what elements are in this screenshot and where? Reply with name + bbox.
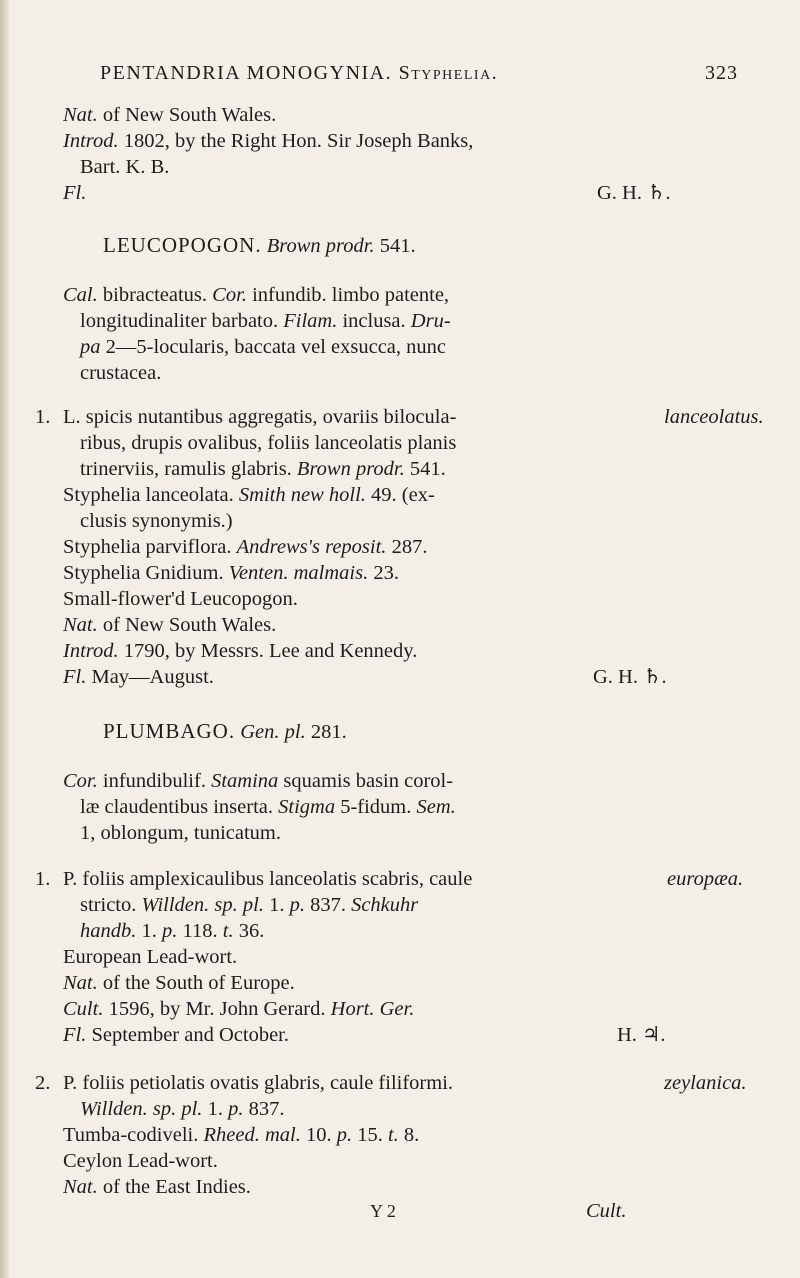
species-diagnosis-1: P. foliis amplexicaulibus lanceolatis scabris, caule [63, 868, 473, 890]
running-head [100, 62, 738, 85]
catchword: Cult. [586, 1200, 627, 1222]
species-nat: Nat. of the South of Europe. [63, 972, 295, 994]
species-diagnosis-1: L. spicis nutantibus aggregatis, ovariis bilocula- [63, 406, 457, 428]
english-name: Ceylon Lead-wort. [63, 1150, 218, 1172]
synonym-1-cont: clusis synonymis.) [80, 510, 233, 532]
species-diagnosis-2: ribus, drupis ovalibus, foliis lanceolatis planis [80, 432, 457, 454]
plumbago-heading: PLUMBAGO. Gen. pl. 281. [103, 719, 347, 743]
running-head-title: PENTANDRIA MONOGYNIA. Styphelia. [100, 62, 499, 84]
species-diagnosis-3: trinerviis, ramulis glabris. Brown prodr. 541. [80, 458, 446, 480]
english-name: Small-flower'd Leucopogon. [63, 588, 298, 610]
species-cult: Cult. 1596, by Mr. John Gerard. Hort. Ger. [63, 998, 415, 1020]
leucopogon-char-3: pa 2—5-locularis, baccata vel exsucca, nunc [80, 336, 446, 358]
species-number: 1. [35, 406, 51, 428]
species-habit: H. ♃. [617, 1024, 666, 1046]
species-diagnosis-2: stricto. Willden. sp. pl. 1. p. 837. Schkuhr [80, 894, 419, 916]
leucopogon-char-1: Cal. bibracteatus. Cor. infundib. limbo patente, [63, 284, 450, 306]
styphelia-nat: Nat. of New South Wales. [63, 104, 277, 126]
species-reference: Tumba-codiveli. Rheed. mal. 10. p. 15. t. 8. [63, 1124, 420, 1146]
styphelia-fl: Fl. [63, 182, 87, 204]
styphelia-introd-cont: Bart. K. B. [80, 156, 170, 178]
species-nat: Nat. of New South Wales. [63, 614, 277, 636]
english-name: European Lead-wort. [63, 946, 238, 968]
plumbago-char-1: Cor. infundibulif. Stamina squamis basin corol- [63, 770, 454, 792]
synonym-1: Styphelia lanceolata. Smith new holl. 49. (ex- [63, 484, 435, 506]
plumbago-char-3: 1, oblongum, tunicatum. [80, 822, 281, 844]
styphelia-habit: G. H. ♄. [597, 182, 671, 204]
species-introd: Introd. 1790, by Messrs. Lee and Kennedy. [63, 640, 418, 662]
species-fl: Fl. May—August. [63, 666, 214, 688]
synonym-3: Styphelia Gnidium. Venten. malmais. 23. [63, 562, 399, 584]
species-fl: Fl. September and October. [63, 1024, 290, 1046]
species-nat: Nat. of the East Indies. [63, 1176, 251, 1198]
species-number: 2. [35, 1072, 51, 1094]
leucopogon-heading: LEUCOPOGON. Brown prodr. 541. [103, 233, 416, 257]
plumbago-char-2: læ claudentibus inserta. Stigma 5-fidum. Sem. [80, 796, 456, 818]
species-diagnosis-3: handb. 1. p. 118. t. 36. [80, 920, 265, 942]
leucopogon-char-4: crustacea. [80, 362, 162, 384]
styphelia-introd: Introd. 1802, by the Right Hon. Sir Joseph Banks, [63, 130, 474, 152]
species-habit: G. H. ♄. [593, 666, 667, 688]
leucopogon-char-2: longitudinaliter barbato. Filam. inclusa. Dru- [80, 310, 451, 332]
species-number: 1. [35, 868, 51, 890]
species-trivial-name: zeylanica. [664, 1072, 747, 1094]
species-diagnosis-2: Willden. sp. pl. 1. p. 837. [80, 1098, 285, 1120]
synonym-2: Styphelia parviflora. Andrews's reposit. 287. [63, 536, 428, 558]
species-trivial-name: europæa. [667, 868, 744, 890]
species-diagnosis-1: P. foliis petiolatis ovatis glabris, caule filiformi. [63, 1072, 454, 1094]
species-trivial-name: lanceolatus. [664, 406, 764, 428]
signature-mark: Y 2 [370, 1201, 396, 1221]
page-number: 323 [705, 62, 738, 84]
